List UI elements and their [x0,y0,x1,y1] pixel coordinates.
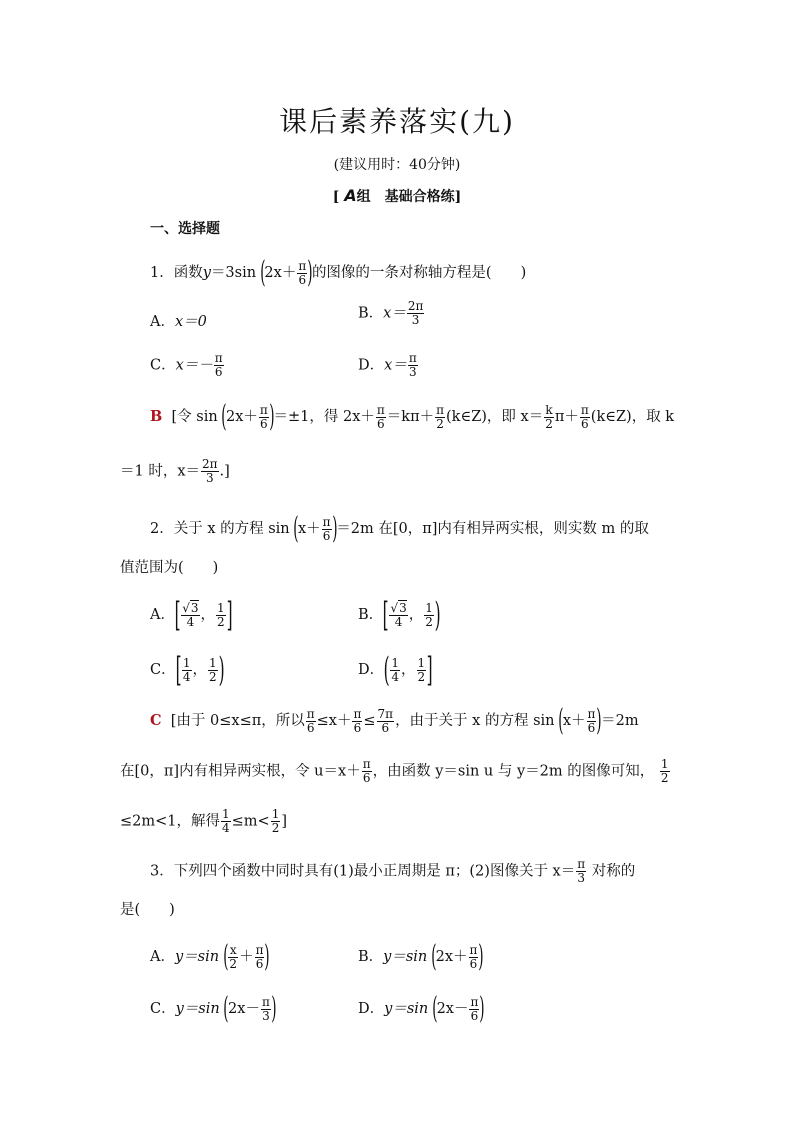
q2-option-a[interactable]: A．[ $\frac{√3}{4}$ ， $\frac{1}{2}$ ] [150,595,233,635]
q2-option-c[interactable]: C．[ $\frac{1}{4}$ ， $\frac{1}{2}$ ) [150,650,225,690]
q2-explanation-line2: 在[0，π]内有相异两实根，令 u＝x＋ $\frac{\pi}{6}$ ，由函数 y＝sin u 与 y＝2m 的图像可知， $\frac{1}{2}$ [120,757,669,785]
q1-explanation: B [令 sin (2x＋ $\frac{\pi}{6}$ )＝±1，得 2x＋ $\frac{\pi}{6}$ ＝kπ＋ $\frac{\pi}{2}$ (k∈Z)，即 x＝ $\frac{k}{2}$ π＋ $\frac{\pi}{6}$ (k∈Z)，取 k [150,399,675,434]
suggested-time: (建议用时：40分钟) [333,157,461,173]
q1-explanation-cont: ＝1 时，x＝ $\frac{2\pi}{3}$ .] [120,457,230,485]
group-heading: [ A组 基础合格练] [332,186,462,205]
q2-answer: C [150,712,162,729]
page-title: 课后素养落实(九) [279,105,515,138]
q1-option-d[interactable]: D．x＝ $\frac{\pi}{3}$ [358,351,417,379]
q2-option-b[interactable]: B．[ $\frac{√3}{4}$ ， $\frac{1}{2}$ ) [358,595,441,635]
q3-option-d[interactable]: D．y＝sin (2x－ $\frac{\pi}{6}$ ) [358,991,485,1026]
q1-option-b[interactable]: B．x＝ $\frac{2\pi}{3}$ [358,299,424,327]
q2-option-d[interactable]: D．( $\frac{1}{4}$ ， $\frac{1}{2}$ ] [358,650,433,690]
q3-option-a[interactable]: A．y＝sin ( $\frac{x}{2}$ ＋ $\frac{\pi}{6}$ ) [150,939,270,974]
q2-stem: 2．关于 x 的方程 sin (x＋ $\frac{\pi}{6}$ )＝2m 在[0，π]内有相异两实根，则实数 m 的取 [150,511,649,546]
q1-stem: 1．函数y＝3sin (2x＋ $\frac{\pi}{6}$ )的图像的一条对称轴方程是( ) [150,255,527,290]
q2-explanation-line3: ≤2m<1，解得 $\frac{1}{4}$ ≤m< $\frac{1}{2}$ ] [120,807,288,835]
group-letter: A [344,186,357,205]
q1-answer: B [150,408,163,425]
q1-option-a[interactable]: A．x＝0 [150,314,207,330]
q3-stem: 3．下列四个函数中同时具有(1)最小正周期是 π；(2)图像关于 x＝ $\frac{\pi}{3}$ 对称的 [150,857,636,885]
q2-stem-cont: 值范围为( ) [120,560,219,576]
section-title: 一、选择题 [150,221,220,237]
q3-option-c[interactable]: C．y＝sin (2x－ $\frac{\pi}{3}$ ) [150,991,277,1026]
q2-explanation: C [由于 0≤x≤π，所以 $\frac{\pi}{6}$ ≤x＋ $\frac{\pi}{6}$ ≤ $\frac{7\pi}{6}$ ，由于关于 x 的方程 sin (x＋ $\frac{\pi}{6}$ )＝2m [150,703,639,738]
q3-option-b[interactable]: B．y＝sin (2x＋ $\frac{\pi}{6}$ ) [358,939,484,974]
q1-option-c[interactable]: C．x＝－ $\frac{\pi}{6}$ [150,351,223,379]
q3-stem-cont: 是( ) [120,902,175,918]
